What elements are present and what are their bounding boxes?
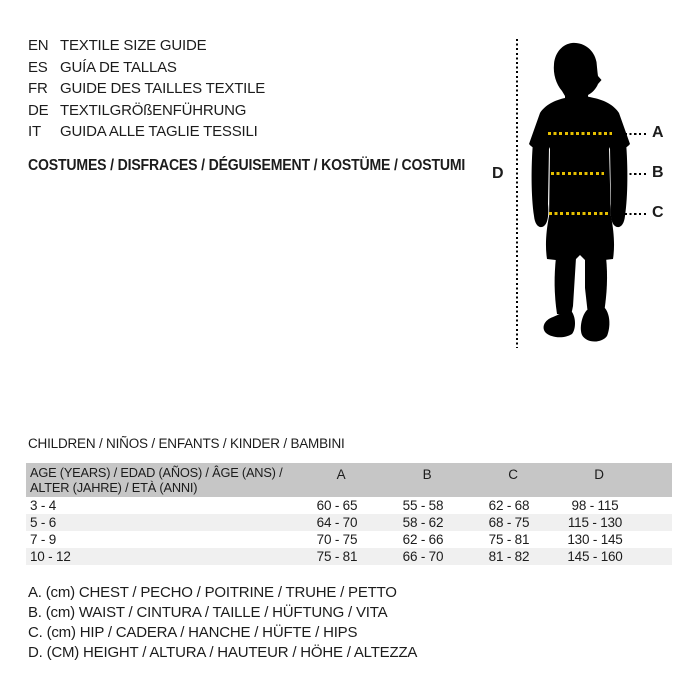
hip-cell: 75 - 81 [488,532,530,547]
hip-cell: 68 - 75 [488,515,530,530]
hip-cell: 81 - 82 [488,549,530,564]
language-row-it [28,121,265,143]
chest-measure-line [548,132,612,135]
language-row-es [28,57,265,79]
table-row [26,548,672,565]
chest-cell: 64 - 70 [316,515,358,530]
language-code: DE [28,101,49,119]
chest-pointer-line [615,133,648,135]
language-code: EN [28,37,49,55]
language-label: GUIDA ALLE TAGLIE TESSILI [60,123,258,141]
hip-cell: 62 - 68 [488,498,530,513]
age-cell: 7 - 9 [30,532,57,547]
age-column-header [26,463,298,497]
age-header-line2: ALTER (JAHRE) / ETÀ (ANNI) [30,480,198,495]
language-row-de [28,100,265,122]
height-measure-label: D [492,165,504,182]
measurement-figure [480,28,695,360]
waist-cell: 58 - 62 [402,515,444,530]
height-cell: 145 - 160 [567,549,623,564]
waist-pointer-line [615,173,648,175]
age-cell: 5 - 6 [30,515,57,530]
legend-item-hip: C. (cm) HIP / CADERA / HANCHE / HÜFTE / HIPS [28,624,358,641]
language-label: TEXTILGRÖßENFÜHRUNG [60,101,247,119]
language-label: GUÍA DE TALLAS [60,58,177,76]
category-title: COSTUMES / DISFRACES / DÉGUISEMENT / KOSTÜME / COSTUMI [28,157,466,174]
table-header-row [26,463,672,497]
height-cell: 130 - 145 [567,532,623,547]
table-row [26,531,672,548]
age-header-line1: AGE (YEARS) / EDAD (AÑOS) / ÂGE (ANS) / [30,465,283,480]
chest-measure-label: A [652,124,664,141]
height-cell: 115 - 130 [567,515,623,530]
table-row [26,514,672,531]
language-code: FR [28,80,48,98]
language-label: TEXTILE SIZE GUIDE [60,37,207,55]
language-list [28,35,265,143]
hip-measure-line [549,212,609,215]
waist-measure-line [551,172,604,175]
waist-cell: 62 - 66 [402,532,444,547]
height-dotted-line [516,39,518,348]
hip-pointer-line [615,213,648,215]
hip-measure-label: C [652,204,664,221]
waist-cell: 55 - 58 [402,498,444,513]
chest-cell: 60 - 65 [316,498,358,513]
language-code: IT [28,123,41,141]
legend-item-waist: B. (cm) WAIST / CINTURA / TAILLE / HÜFTUNG / VITA [28,604,388,621]
legend-item-chest: A. (cm) CHEST / PECHO / POITRINE / TRUHE / PETTO [28,584,397,601]
column-header-d: D [594,467,604,482]
child-silhouette-icon [527,36,632,346]
waist-cell: 66 - 70 [402,549,444,564]
section-title-children: CHILDREN / NIÑOS / ENFANTS / KINDER / BAMBINI [28,436,345,451]
language-code: ES [28,58,48,76]
column-header-c: C [508,467,518,482]
column-header-a: A [336,467,346,482]
age-cell: 3 - 4 [30,498,57,513]
language-label: GUIDE DES TAILLES TEXTILE [60,80,266,98]
age-cell: 10 - 12 [30,549,71,564]
chest-cell: 75 - 81 [316,549,358,564]
header-spacer [642,463,672,497]
size-table [26,463,672,565]
table-row [26,497,672,514]
legend-item-height: D. (CM) HEIGHT / ALTURA / HAUTEUR / HÖHE / ALTEZZA [28,644,418,661]
chest-cell: 70 - 75 [316,532,358,547]
waist-measure-label: B [652,164,664,181]
height-cell: 98 - 115 [571,498,619,513]
language-row-fr [28,78,265,100]
column-header-b: B [422,467,432,482]
language-row-en [28,35,265,57]
measurement-legend [28,583,417,663]
